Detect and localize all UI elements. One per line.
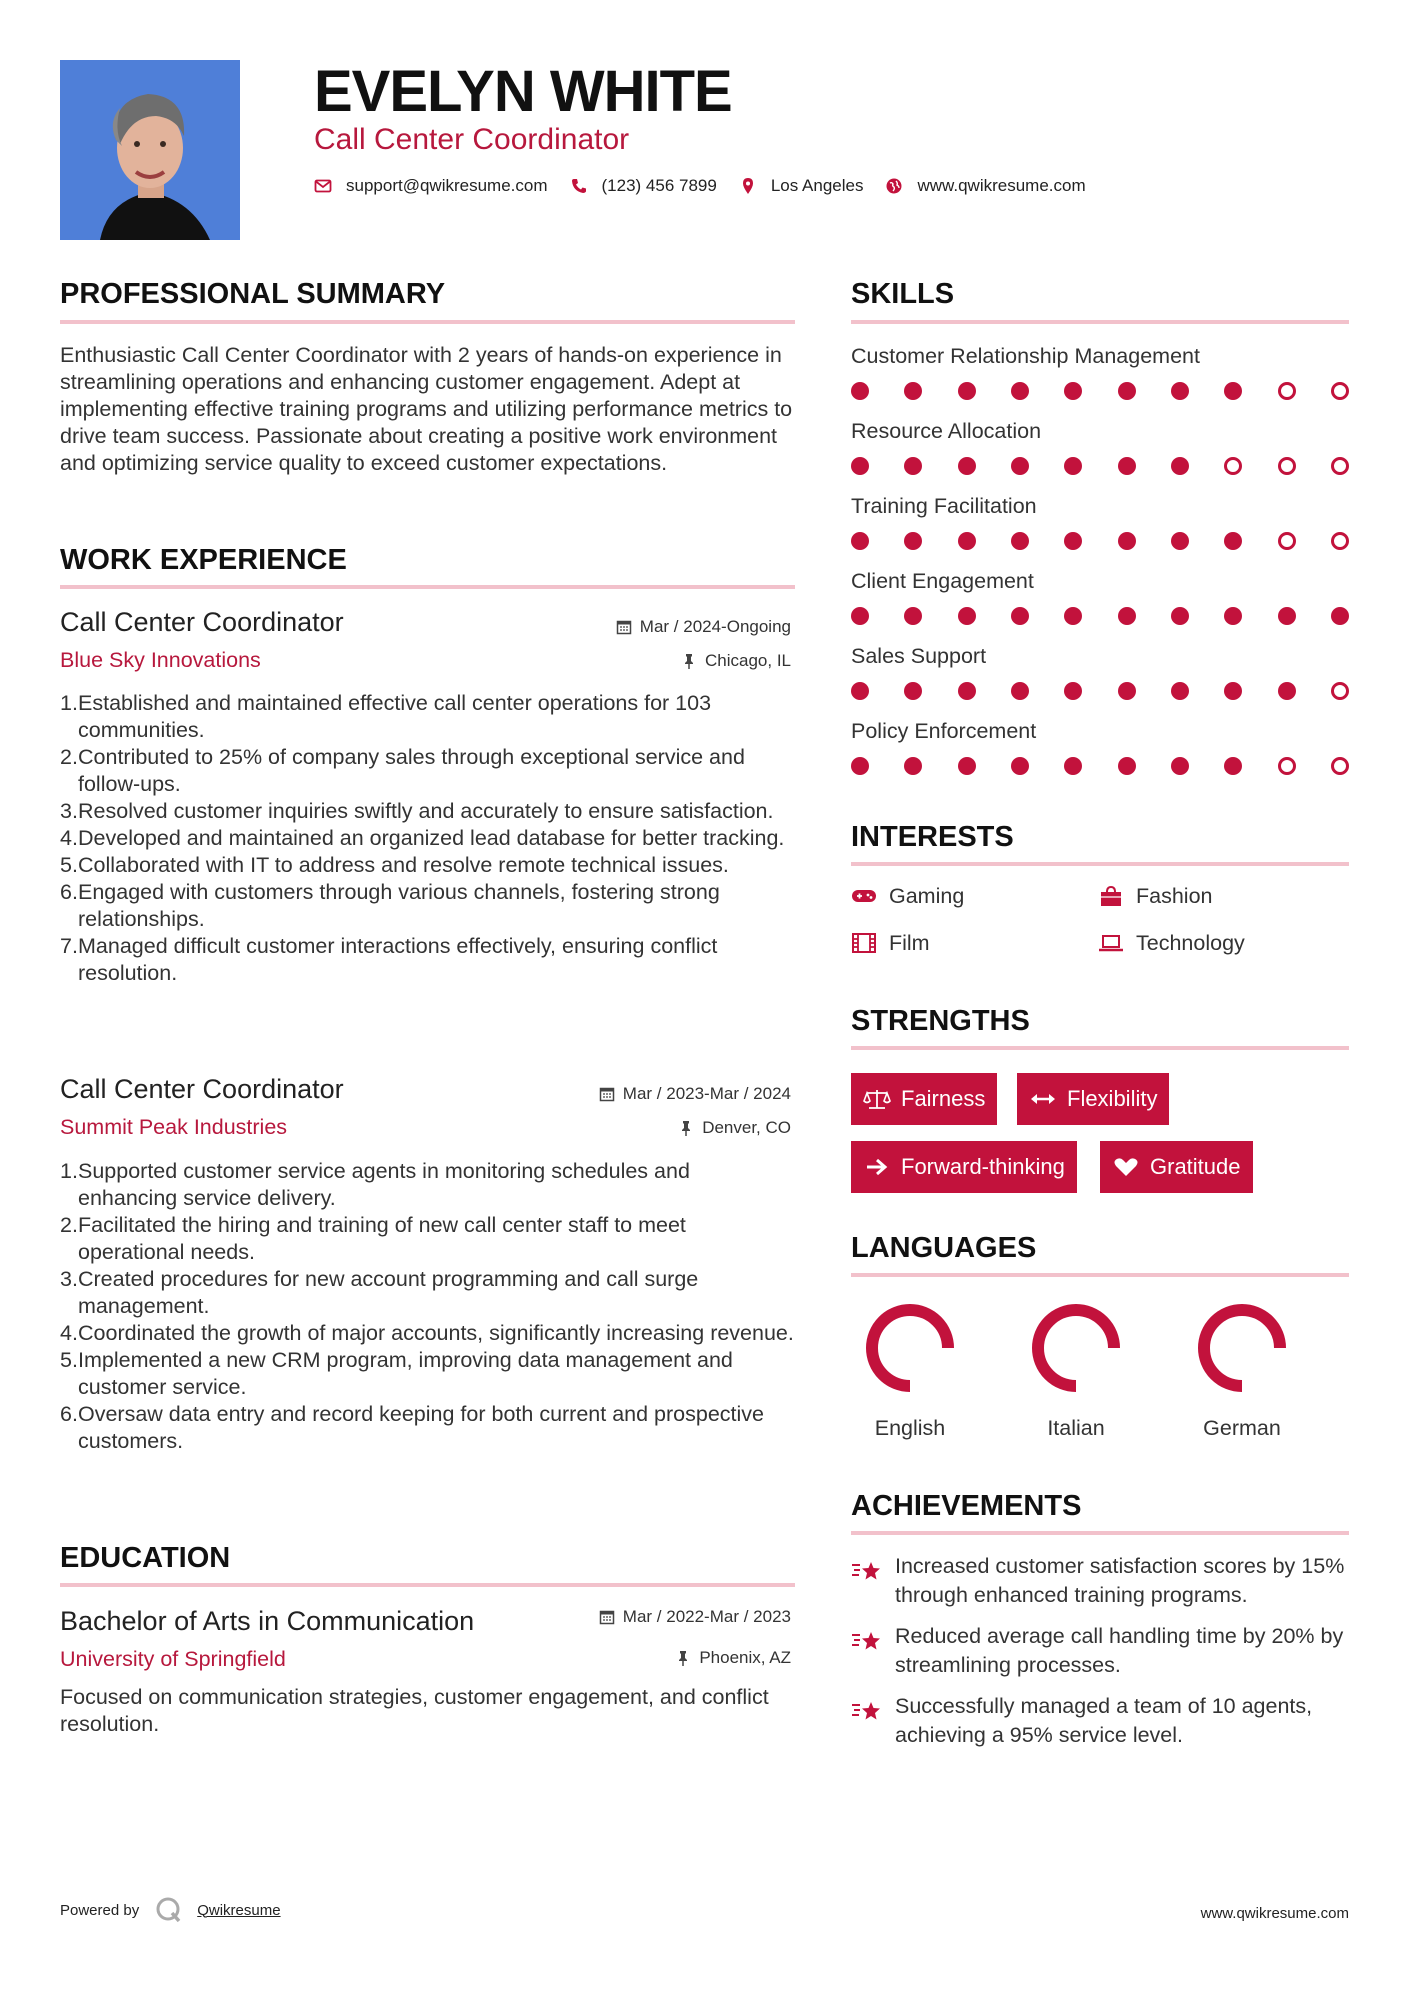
achievement-text: Successfully managed a team of 10 agents, achieving a 95% service level. <box>895 1694 1313 1747</box>
skill-dot-filled <box>1171 457 1189 475</box>
shooting-star-icon <box>851 1556 883 1584</box>
education-divider <box>60 1583 795 1587</box>
experience-heading: WORK EXPERIENCE <box>60 544 347 576</box>
phone-icon <box>570 177 588 195</box>
language-english <box>855 1302 965 1442</box>
strength-tag-forward-thinking <box>851 1141 1077 1193</box>
job-duties-list <box>60 690 795 987</box>
arrow-right-icon <box>863 1156 891 1178</box>
list-item: 1. Supported customer service agents in monitoring schedules and enhancing service delivery. <box>60 1159 690 1210</box>
skills-heading: SKILLS <box>851 278 955 310</box>
skill-dot-filled <box>851 532 869 550</box>
language-label: German <box>1203 1416 1281 1440</box>
skill-dot-filled <box>1118 382 1136 400</box>
skill-rating <box>851 532 1349 550</box>
powered-by-text: Powered by <box>60 1901 140 1919</box>
skill-dot-filled <box>1224 607 1242 625</box>
list-item: 3. Created procedures for new account programming and call surge management. <box>60 1267 699 1318</box>
skill-dot-empty <box>1331 757 1349 775</box>
summary-divider <box>60 320 795 324</box>
language-german <box>1187 1302 1297 1442</box>
contact-location <box>739 176 864 196</box>
skill-dot-filled <box>958 532 976 550</box>
language-proficiency-ring <box>1030 1302 1122 1394</box>
job-company: Summit Peak Industries <box>60 1115 288 1139</box>
skill-dot-filled <box>1064 757 1082 775</box>
skill-dot-filled <box>1011 457 1029 475</box>
skill-dot-filled <box>1064 682 1082 700</box>
achievement-item <box>851 1622 1351 1680</box>
skill-dot-filled <box>1011 532 1029 550</box>
language-level-arc <box>1204 1310 1280 1386</box>
education-location-text: Phoenix, AZ <box>699 1648 791 1667</box>
skill-dot-empty <box>1224 457 1242 475</box>
calendar-icon <box>616 619 632 635</box>
website-text: www.qwikresume.com <box>917 176 1086 195</box>
achievements-heading: ACHIEVEMENTS <box>851 1490 1082 1522</box>
skill-dot-filled <box>851 457 869 475</box>
strength-label: Forward-thinking <box>901 1154 1065 1179</box>
contact-bar <box>314 176 1108 196</box>
language-italian <box>1021 1302 1131 1442</box>
pushpin-icon <box>678 1120 694 1136</box>
strength-tag-gratitude <box>1100 1141 1253 1193</box>
list-item: 3. Resolved customer inquiries swiftly and accurately to ensure satisfaction. <box>60 799 774 823</box>
summary-text: Enthusiastic Call Center Coordinator with 2 years of hands-on experience in streamlining operations and enhancing customer engagement. Adept at implementing effective training programs and utilizing performance metrics to drive team success. Passionate about creating a positive work environment and optimizing service quality to exceed customer expectations. <box>60 343 793 475</box>
skill-dot-filled <box>851 682 869 700</box>
skill-dot-filled <box>1064 532 1082 550</box>
skill-rating <box>851 382 1349 400</box>
language-label: English <box>874 1416 946 1440</box>
skill-dot-filled <box>1278 682 1296 700</box>
skill-rating <box>851 457 1349 475</box>
shooting-star-icon <box>851 1696 883 1724</box>
skill-dot-empty <box>1331 682 1349 700</box>
skill-dot-empty <box>1331 382 1349 400</box>
skill-dot-filled <box>1011 757 1029 775</box>
skill-dot-filled <box>1118 682 1136 700</box>
interest-film <box>851 929 930 957</box>
skill-rating <box>851 607 1349 625</box>
skill-dot-filled <box>1064 457 1082 475</box>
achievement-item <box>851 1552 1351 1610</box>
interests-divider <box>851 862 1349 866</box>
skill-dot-filled <box>904 607 922 625</box>
language-proficiency-ring <box>864 1302 956 1394</box>
skill-dot-filled <box>1224 382 1242 400</box>
languages-divider <box>851 1273 1349 1277</box>
brand-link[interactable]: Qwikresume <box>197 1901 281 1919</box>
skill-dot-filled <box>1011 382 1029 400</box>
education-description: Focused on communication strategies, customer engagement, and conflict resolution. <box>60 1685 769 1736</box>
skill-dot-empty <box>1331 457 1349 475</box>
interest-fashion <box>1098 882 1213 910</box>
interest-label: Film <box>889 931 930 955</box>
skill-dot-filled <box>904 757 922 775</box>
shopping-bag-icon <box>1098 885 1124 907</box>
job-title: Call Center Coordinator <box>60 607 344 637</box>
skills-divider <box>851 320 1349 324</box>
contact-website[interactable] <box>885 176 1085 196</box>
skill-dot-filled <box>904 382 922 400</box>
skill-dot-filled <box>851 757 869 775</box>
pushpin-icon <box>681 653 697 669</box>
list-item: 2. Facilitated the hiring and training of new call center staff to meet operational needs. <box>60 1213 686 1264</box>
strength-label: Flexibility <box>1067 1086 1158 1111</box>
job-location <box>681 651 791 671</box>
strength-tag-flexibility <box>1017 1073 1169 1125</box>
skill-dot-filled <box>1118 607 1136 625</box>
achievement-item <box>851 1692 1351 1750</box>
list-item: 6. Engaged with customers through various channels, fostering strong relationships. <box>60 880 720 931</box>
map-pin-icon <box>739 177 757 195</box>
language-label: Italian <box>1047 1416 1105 1440</box>
contact-phone[interactable] <box>570 176 717 196</box>
skill-dot-filled <box>1118 457 1136 475</box>
skill-dot-filled <box>1224 532 1242 550</box>
skill-dot-filled <box>1118 532 1136 550</box>
skill-dot-filled <box>958 607 976 625</box>
skill-name: Sales Support <box>851 644 987 668</box>
skill-dot-filled <box>851 607 869 625</box>
job-duties-list <box>60 1158 795 1455</box>
school-name: University of Springfield <box>60 1647 286 1671</box>
candidate-title: Call Center Coordinator <box>314 123 630 156</box>
pushpin-icon <box>675 1650 691 1666</box>
strengths-divider <box>851 1046 1349 1050</box>
list-item: 4. Developed and maintained an organized lead database for better tracking. <box>60 826 785 850</box>
interest-label: Gaming <box>889 884 965 908</box>
summary-heading: PROFESSIONAL SUMMARY <box>60 278 446 310</box>
skill-dot-filled <box>958 382 976 400</box>
skill-dot-empty <box>1278 457 1296 475</box>
language-proficiency-ring <box>1196 1302 1288 1394</box>
qwikresume-logo-icon <box>155 1896 183 1924</box>
list-item: 6. Oversaw data entry and record keeping for both current and prospective customers. <box>60 1402 764 1453</box>
list-item: 7. Managed difficult customer interactions effectively, ensuring conflict resolution. <box>60 934 718 985</box>
skill-dot-filled <box>851 382 869 400</box>
skill-dot-filled <box>1064 607 1082 625</box>
job-date-text: Mar / 2024-Ongoing <box>639 617 791 636</box>
job-location-text: Chicago, IL <box>705 651 791 670</box>
strengths-heading: STRENGTHS <box>851 1005 1030 1037</box>
list-item: 4. Coordinated the growth of major accounts, significantly increasing revenue. <box>60 1321 794 1345</box>
interest-label: Technology <box>1136 931 1245 955</box>
interests-heading: INTERESTS <box>851 821 1014 853</box>
skill-name: Training Facilitation <box>851 494 1037 518</box>
achievements-divider <box>851 1531 1349 1535</box>
portrait-illustration <box>60 60 240 240</box>
skill-dot-filled <box>958 682 976 700</box>
email-text: support@qwikresume.com <box>346 176 548 195</box>
education-heading: EDUCATION <box>60 1542 231 1574</box>
contact-email[interactable] <box>314 176 548 196</box>
skill-rating <box>851 757 1349 775</box>
skill-name: Resource Allocation <box>851 419 1042 443</box>
laptop-icon <box>1098 932 1124 954</box>
skill-dot-filled <box>904 457 922 475</box>
candidate-name: EVELYN WHITE <box>314 59 732 124</box>
job-title: Call Center Coordinator <box>60 1074 344 1104</box>
skill-dot-empty <box>1278 532 1296 550</box>
globe-icon <box>885 177 903 195</box>
skill-dot-empty <box>1278 757 1296 775</box>
languages-heading: LANGUAGES <box>851 1232 1037 1264</box>
location-text: Los Angeles <box>770 176 864 195</box>
skill-dot-filled <box>1331 607 1349 625</box>
envelope-icon <box>314 177 332 195</box>
education-location <box>675 1648 791 1668</box>
list-item: 5. Implemented a new CRM program, improving data management and customer service. <box>60 1348 733 1399</box>
skill-rating <box>851 682 1349 700</box>
language-level-arc <box>872 1310 948 1386</box>
skill-name: Client Engagement <box>851 569 1034 593</box>
balance-scale-icon <box>863 1088 891 1110</box>
job-location-text: Denver, CO <box>702 1118 791 1137</box>
heart-icon <box>1112 1156 1140 1178</box>
profile-photo <box>60 60 240 240</box>
footer-url[interactable]: www.qwikresume.com <box>1200 1905 1349 1922</box>
education-date-text: Mar / 2022-Mar / 2023 <box>622 1607 791 1626</box>
interest-technology <box>1098 929 1245 957</box>
skill-name: Policy Enforcement <box>851 719 1037 743</box>
skill-dot-filled <box>1171 382 1189 400</box>
skill-dot-filled <box>958 757 976 775</box>
list-item: 1. Established and maintained effective call center operations for 103 communities. <box>60 691 712 742</box>
skill-dot-filled <box>1171 682 1189 700</box>
education-date <box>599 1607 791 1627</box>
language-level-arc <box>1038 1310 1114 1386</box>
arrows-horizontal-icon <box>1029 1088 1057 1110</box>
film-icon <box>851 932 877 954</box>
job-date <box>599 1084 791 1104</box>
list-item: 5. Collaborated with IT to address and resolve remote technical issues. <box>60 853 729 877</box>
experience-divider <box>60 585 795 589</box>
interest-label: Fashion <box>1136 884 1213 908</box>
job-company: Blue Sky Innovations <box>60 648 261 672</box>
job-date <box>616 617 791 637</box>
skill-dot-filled <box>1171 532 1189 550</box>
skill-dot-empty <box>1278 382 1296 400</box>
skill-dot-filled <box>1064 382 1082 400</box>
skill-dot-filled <box>1278 607 1296 625</box>
list-item: 2. Contributed to 25% of company sales through exceptional service and follow-ups. <box>60 745 745 796</box>
calendar-icon <box>599 1086 615 1102</box>
skill-dot-filled <box>1224 757 1242 775</box>
skill-dot-filled <box>1118 757 1136 775</box>
calendar-icon <box>599 1609 615 1625</box>
skill-name: Customer Relationship Management <box>851 344 1200 368</box>
strength-label: Fairness <box>901 1086 986 1111</box>
strength-tag-fairness <box>851 1073 997 1125</box>
achievement-text: Increased customer satisfaction scores by 15% through enhanced training programs. <box>895 1554 1345 1607</box>
skill-dot-filled <box>904 532 922 550</box>
shooting-star-icon <box>851 1626 883 1654</box>
job-date-text: Mar / 2023-Mar / 2024 <box>622 1084 791 1103</box>
gamepad-icon <box>851 885 877 907</box>
skill-dot-filled <box>958 457 976 475</box>
degree-title: Bachelor of Arts in Communication <box>60 1606 475 1636</box>
footer-powered-by <box>60 1896 281 1924</box>
skill-dot-filled <box>904 682 922 700</box>
skill-dot-filled <box>1171 757 1189 775</box>
skill-dot-filled <box>1171 607 1189 625</box>
skill-dot-filled <box>1011 607 1029 625</box>
strength-label: Gratitude <box>1150 1154 1241 1179</box>
interest-gaming <box>851 882 964 910</box>
achievement-text: Reduced average call handling time by 20% by streamlining processes. <box>895 1624 1344 1677</box>
skill-dot-filled <box>1011 682 1029 700</box>
phone-text: (123) 456 7899 <box>601 176 717 195</box>
skill-dot-filled <box>1224 682 1242 700</box>
skill-dot-empty <box>1331 532 1349 550</box>
job-location <box>678 1118 791 1138</box>
